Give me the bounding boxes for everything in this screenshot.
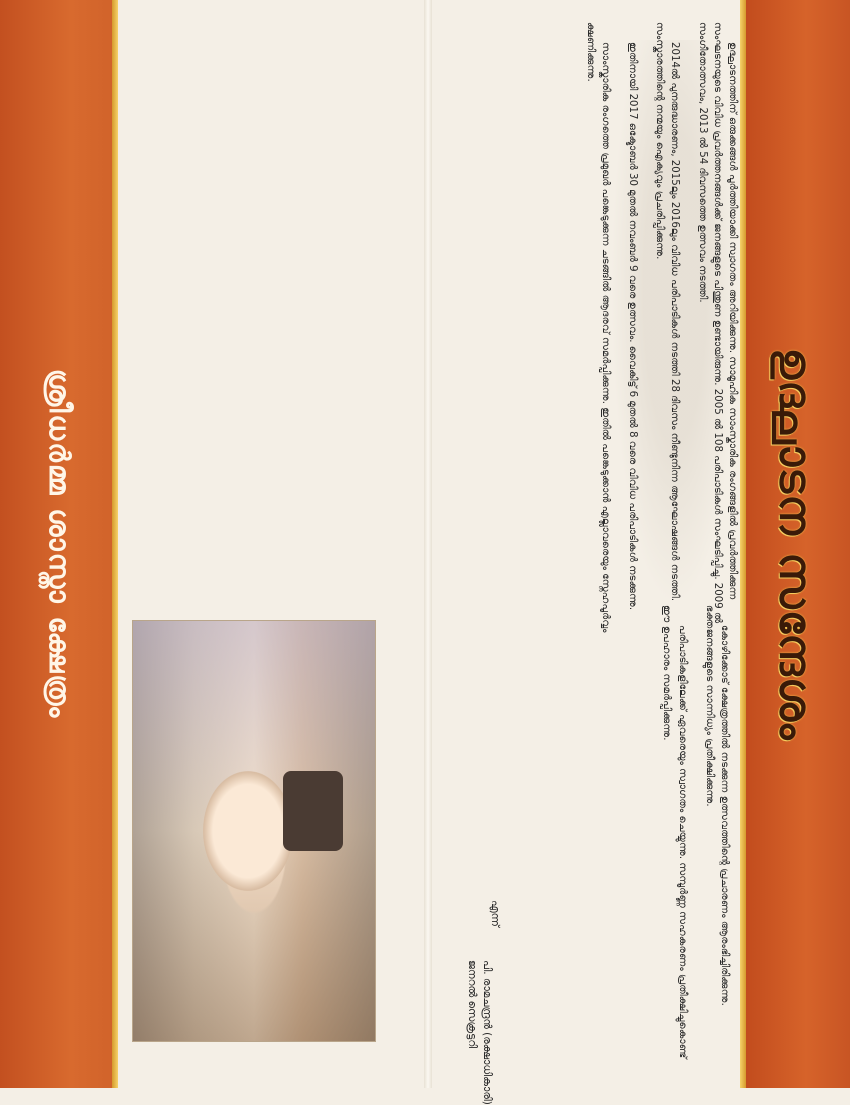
page-title: ഉദ്ഘാടന സന്ദേശം <box>769 347 821 741</box>
drum-object <box>283 771 343 851</box>
signatory-role: ജനറൽ സെക്രട്ടറി <box>466 960 478 1049</box>
signatory-name: പി. രാമചന്ദ്രൻ (രക്ഷാധികാരി) <box>481 960 493 1105</box>
subtitle: ശ്രീധർമ്മ ശാസ്താ ക്ഷേത്രം <box>43 368 76 720</box>
paragraph: കോഴിക്കോട് ക്ഷേത്രത്തിൽ നടക്കുന്ന ഉത്സവത്തിന്റെ പ്രചാരണം ആരംഭിച്ചിരിക്കുന്നു. ഭക്തജനങ്ങളുടെ സാന്നിധ്യം പ്രതീക്ഷിക്കുന്നു. <box>703 605 730 1006</box>
temple-photo <box>132 620 376 1042</box>
paragraph: പരിപാടികളിലേക്ക് ഏവരെയും സ്വാഗതം ചെയ്യുന്നു. സമ്പൂർണ്ണ സഹകരണം പ്രതീക്ഷിച്ചുകൊണ്ട് ഈ ഉപഹാരം സമർപ്പിക്കുന്നു. <box>661 605 688 1059</box>
left-decorative-band <box>0 0 118 1088</box>
paragraph: സാംസ്കാരിക രംഗത്തെ പ്രമുഖർ പങ്കെടുക്കുന്ന ചടങ്ങിൽ ആദരവ് സമർപ്പിക്കുന്നു. ഇതിൽ പങ്കെടുക്കാൻ എല്ലാവരെയും സ്നേഹപൂർവ്വം ക്ഷണിക്കുന്നു. <box>584 22 611 633</box>
closing-text: എന്ന് <box>489 900 501 927</box>
right-title-band <box>740 0 850 1088</box>
deity-figure <box>203 771 293 891</box>
right-panel-text <box>570 22 740 642</box>
left-panel-text <box>647 605 732 1065</box>
center-fold <box>424 0 432 1088</box>
paragraph: 2014ൽ പുനരുദ്ധാരണം, 2015ലും 2016ലും വിവിധ പരിപാടികൾ നടത്തി 28 ദിവസം നീണ്ടുനിന്ന ആഘോഷങ്ങൾ നടത്തി. സംസ്കാരത്തിന്റെ നന്മയും ഐക്യവും പ്രചരിപ്പിക്കുന്നു. <box>654 22 681 602</box>
paragraph: ഉദ്ഘാടനത്തിന് ഒരുക്കങ്ങൾ പൂർത്തിയാക്കി സ്വാഗതം അറിയിക്കുന്നു. സാമൂഹിക സാംസ്കാരിക രംഗങ്ങളിൽ പ്രവർത്തിക്കുന്ന സംഘടനയുടെ വിവിധ പ്രവർത്തനങ്ങൾക്ക് ജനങ്ങളുടെ പിന്തുണ ഉണ്ടായിരുന്നു. 2005 ൽ 108 പരിപാടികൾ സംഘടിപ്പിച്ചു. 2009 ൽ സംഗീതോത്സവം, 2013 ൽ 54 ദിവസത്തെ ഉത്സവം നടത്തി. <box>696 22 738 624</box>
paragraph: ഇതിനായി 2017 ഒക്ടോബർ 30 മുതൽ നവംബർ 9 വരെ ഉത്സവം. വൈകിട്ട് 6 മുതൽ 8 വരെ വിവിധ പരിപാടികൾ നടക്കുന്നു. <box>626 42 638 611</box>
